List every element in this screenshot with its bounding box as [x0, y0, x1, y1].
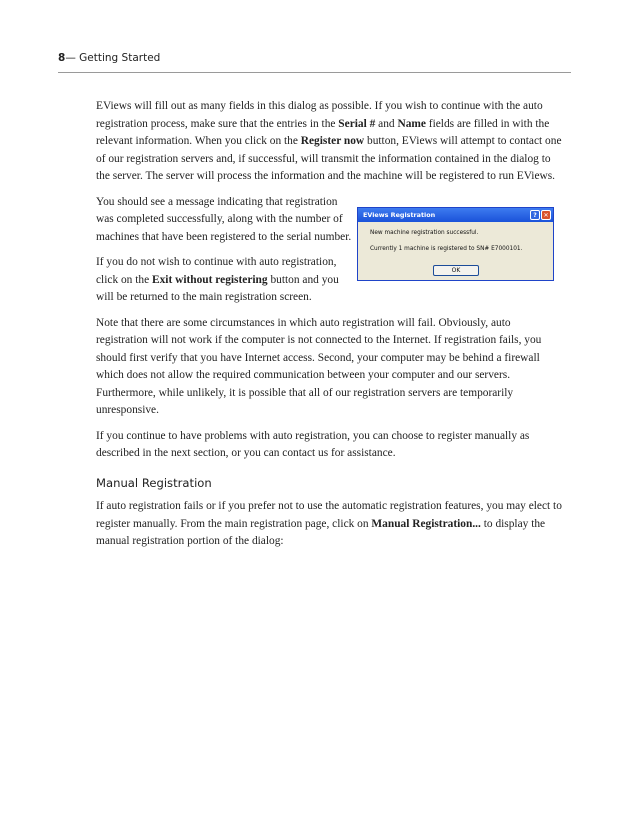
close-icon[interactable]: ✕: [541, 210, 551, 220]
text: button and you will be returned to the main registration screen.: [96, 273, 339, 303]
text: If auto registration fails or if you prefer not to use the automatic registration features, you may elect to register manually. From the main registration page, click on: [96, 500, 562, 530]
text: EViews will fill out as many fields in this dialog as possible. If you wish to continue with the auto registration process, make sure that the entries in the: [96, 100, 543, 130]
section-title: — Getting Started: [65, 52, 161, 64]
bold-term: Manual Registration...: [371, 517, 481, 530]
section-heading: Manual Registration: [96, 475, 212, 490]
paragraph-2: You should see a message indicating that registration was completed successfully, along with the number of machines that have been registered to the serial number.: [96, 195, 352, 243]
help-icon[interactable]: ?: [530, 210, 540, 220]
ok-button[interactable]: OK: [433, 265, 479, 276]
dialog-message-count: Currently 1 machine is registered to SN# E7000101.: [370, 246, 523, 252]
page-body: [96, 98, 562, 559]
dialog-title-bar: [358, 208, 553, 222]
text: fields are filled in with the relevant information. When you click on the: [96, 117, 550, 147]
bold-term: Exit without registering: [152, 273, 268, 286]
paragraph-1: [96, 98, 562, 186]
bold-term: Serial #: [338, 117, 376, 130]
header-rule: [58, 72, 571, 73]
dialog-title: EViews Registration: [363, 211, 436, 219]
paragraph-6: [96, 498, 562, 551]
page-header: [58, 52, 160, 64]
paragraph-4: Note that there are some circumstances in which auto registration will fail. Obviously, auto registration will not work if the computer is not connected to the Internet. If registration fails, you should first verify that you have Internet access. Second, your computer may be behind a firewall which does not allow the required communication between your computer and our servers. Furthermore, while unlikely, it is possible that all of our registration servers are temporarily unresponsive.: [96, 316, 542, 416]
dialog-message-success: New machine registration successful.: [370, 230, 479, 236]
paragraph-5: If you continue to have problems with auto registration, you can choose to register manually as described in the next section, or you can contact us for assistance.: [96, 429, 530, 459]
paragraph-3: [96, 254, 354, 307]
text: button, EViews will attempt to contact one of our registration servers and, if successful, will transmit the information contained in the dialog to the server. The server will process the information and the machine will be registered to run EViews.: [96, 135, 562, 182]
bold-term: Register now: [300, 135, 365, 147]
page-number: 8: [58, 52, 66, 64]
text: and: [375, 117, 398, 130]
text: to display the manual registration portion of the dialog:: [96, 517, 546, 547]
registration-dialog: [357, 207, 554, 281]
text: If you do not wish to continue with auto registration, click on the: [96, 256, 337, 286]
bold-term: Name: [397, 117, 426, 130]
